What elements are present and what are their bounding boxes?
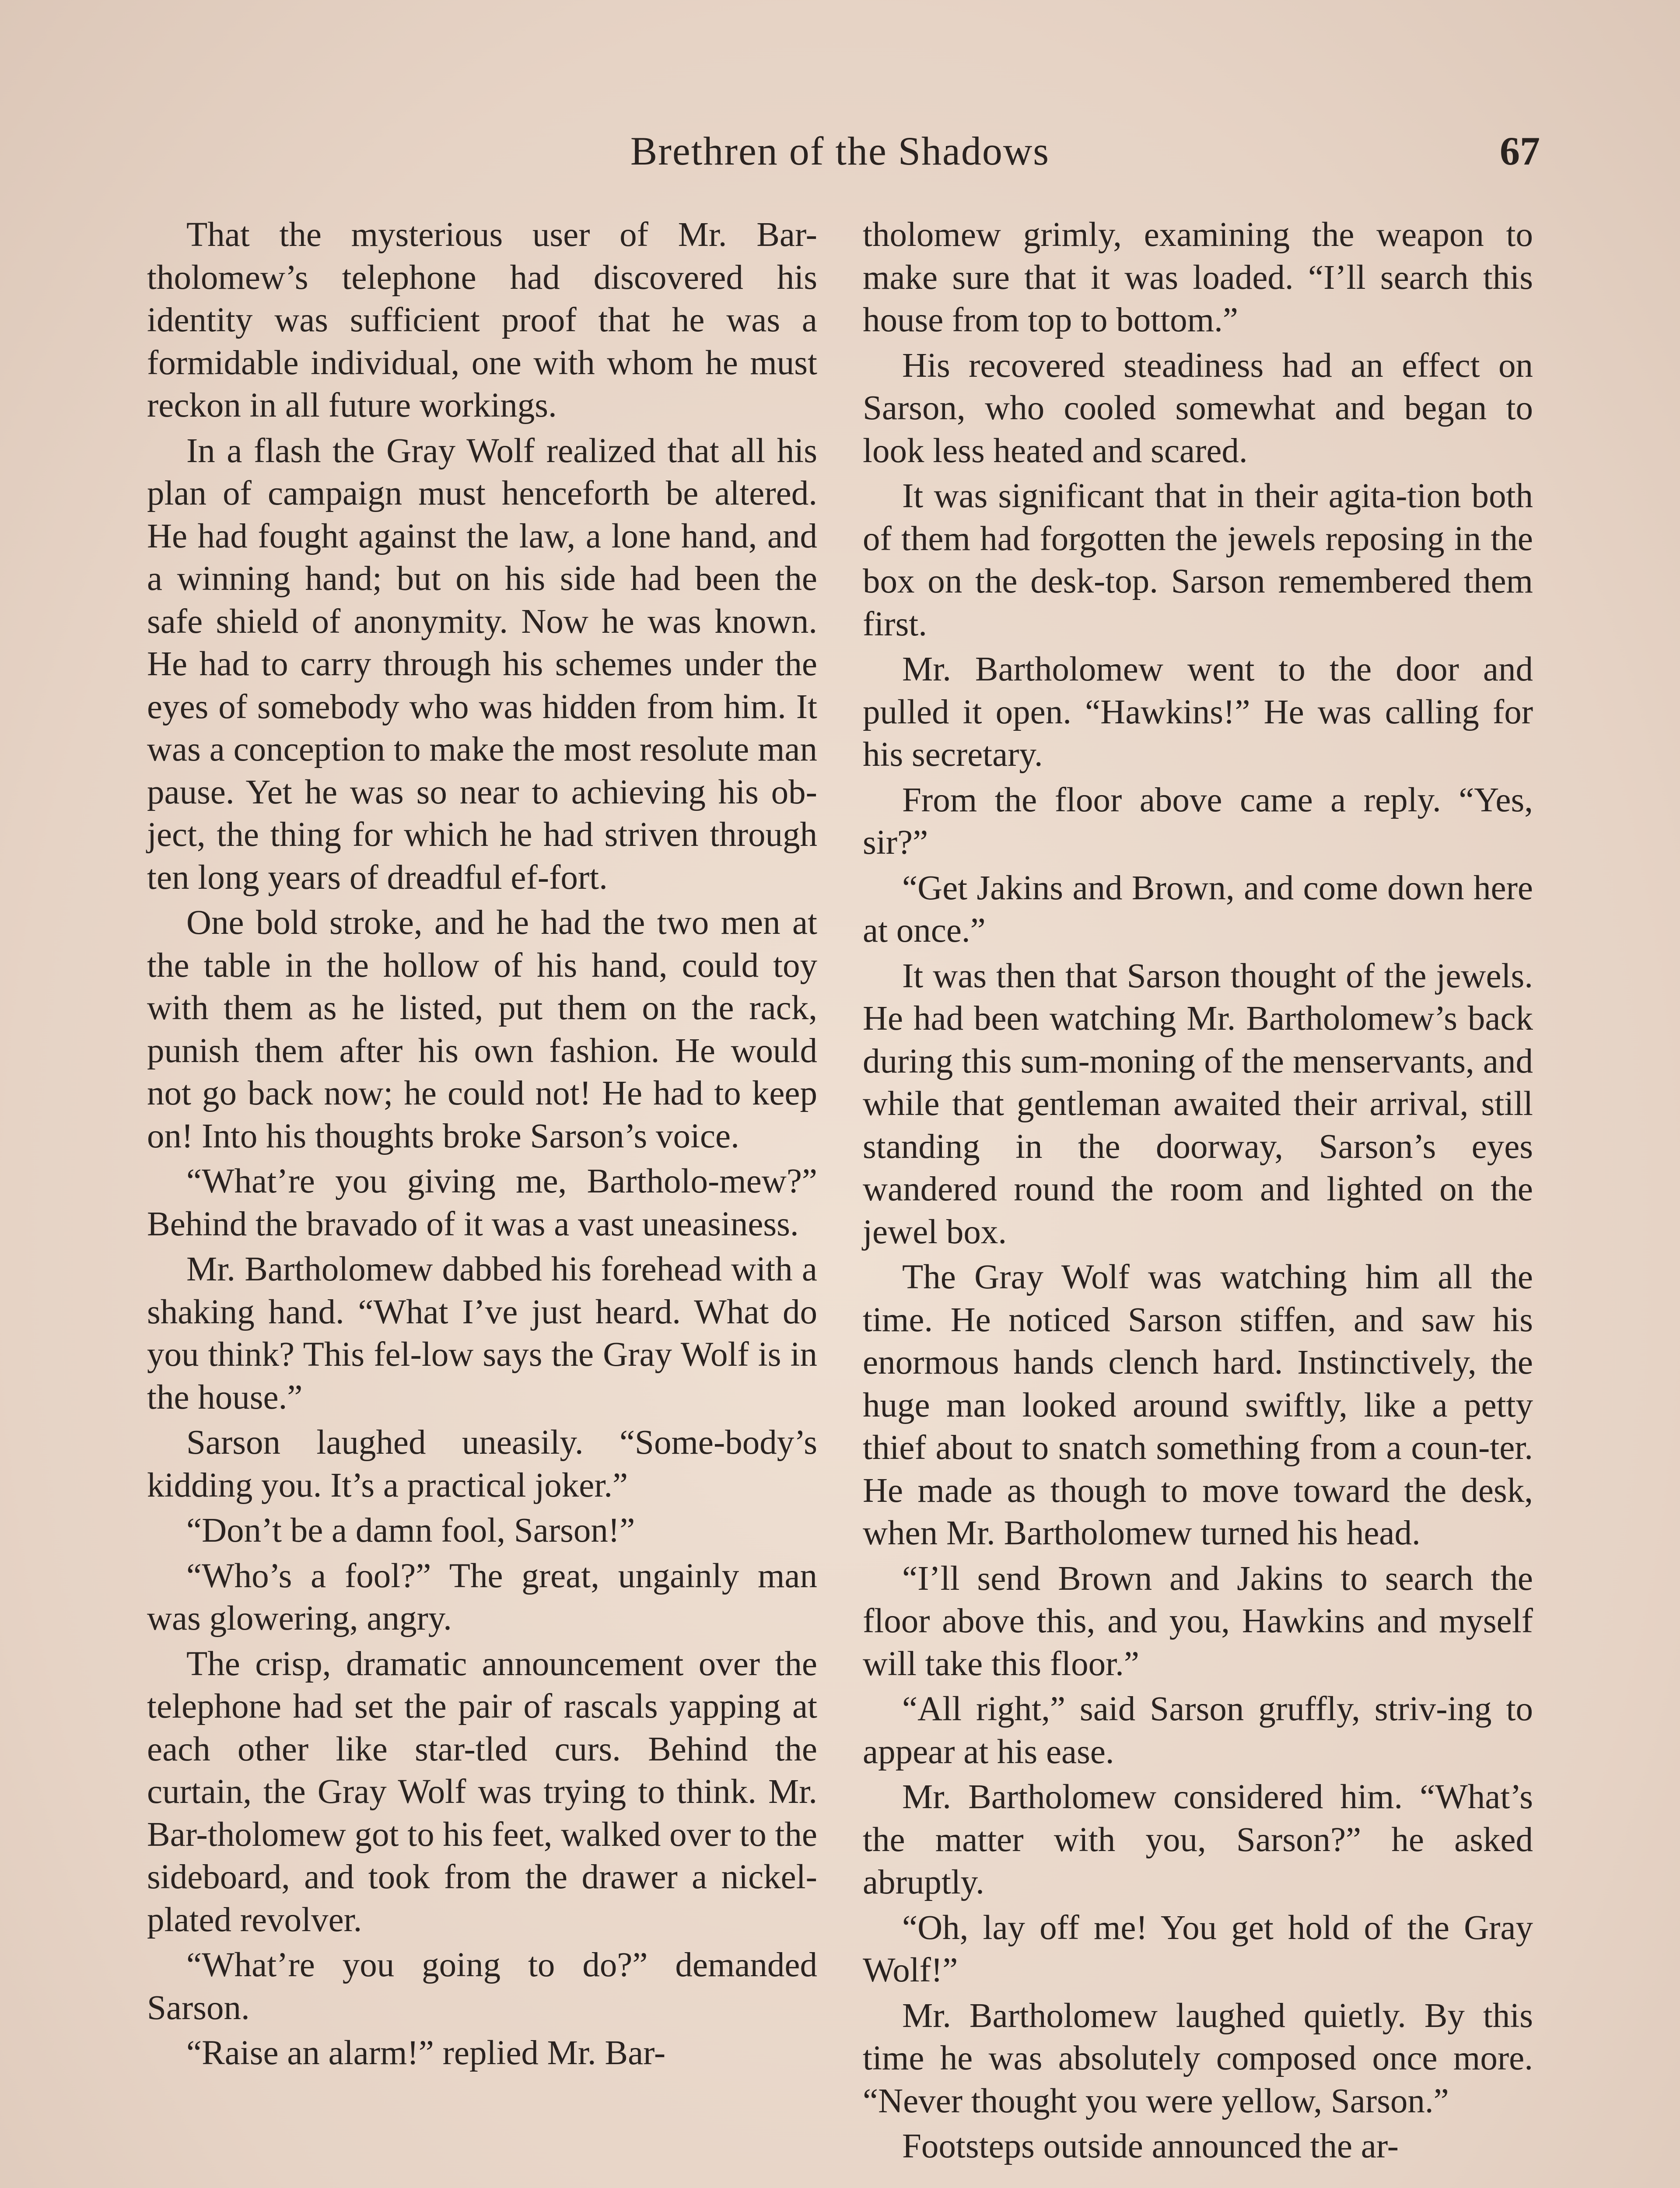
paragraph: It was then that Sarson thought of the jewels. He had been watching Mr. Bartholomew’s back during this sum-moning of the menservants, and while that gentleman awaited their arrival, still standing in the doorway, Sarson’s eyes wandered round the room and lighted on the jewel box. xyxy=(863,957,1533,1251)
paragraph: “Who’s a fool?” The great, ungainly man was glowering, angry. xyxy=(147,1557,817,1637)
paragraph: “All right,” said Sarson gruffly, striv-ing to appear at his ease. xyxy=(863,1690,1533,1771)
paragraph: Footsteps outside announced the ar- xyxy=(902,2127,1399,2165)
paragraph: “Oh, lay off me! You get hold of the Gray Wolf!” xyxy=(863,1908,1533,1989)
paragraph: “What’re you going to do?” demanded Sarson. xyxy=(147,1946,817,2027)
page-number: 67 xyxy=(1500,129,1540,173)
paragraph: It was significant that in their agita-tion both of them had forgotten the jewels reposing in the box on the desk-top. Sarson remembered them first. xyxy=(863,477,1533,643)
paragraph: Mr. Bartholomew went to the door and pulled it open. “Hawkins!” He was calling for his secretary. xyxy=(863,650,1533,774)
paragraph: His recovered steadiness had an effect on Sarson, who cooled somewhat and began to look less heated and scared. xyxy=(863,346,1533,470)
paragraph: One bold stroke, and he had the two men at the table in the hollow of his hand, could toy with them as he listed, put them on the rack, punish them after his own fashion. He would not go back now; he could not! He had to keep on! Into his thoughts broke Sarson’s voice. xyxy=(147,904,817,1155)
paragraph: Mr. Bartholomew dabbed his forehead with a shaking hand. “What I’ve just heard. What do you think? This fel-low says the Gray Wolf is in the house.” xyxy=(147,1250,817,1417)
right-column xyxy=(863,214,1533,2170)
paragraph: Mr. Bartholomew laughed quietly. By this time he was absolutely composed once more. “Never thought you were yellow, Sarson.” xyxy=(863,1996,1533,2120)
paragraph: The crisp, dramatic announcement over the telephone had set the pair of rascals yapping at each other like star-tled curs. Behind the curtain, the Gray Wolf was trying to think. Mr. Bar-tholomew got to his feet, walked over to the sideboard, and took from the drawer a nickel-plated revolver. xyxy=(147,1645,817,1939)
left-column xyxy=(147,214,817,2077)
paragraph: “Don’t be a damn fool, Sarson!” xyxy=(186,1511,635,1550)
paragraph: That the mysterious user of Mr. Bar-tholomew’s telephone had discovered his identity was sufficient proof that he was a formidable individual, one with whom he must reckon in all future workings. xyxy=(147,216,817,424)
running-title: Brethren of the Shadows xyxy=(630,129,1050,173)
paragraph: “I’ll send Brown and Jakins to search the floor above this, and you, Hawkins and myself will take this floor.” xyxy=(863,1559,1533,1683)
paragraph: “Raise an alarm!” replied Mr. Bar- xyxy=(186,2034,666,2072)
paragraph-continuation: tholomew grimly, examining the weapon to make sure that it was loaded. “I’ll search this house from top to bottom.” xyxy=(863,216,1533,339)
paragraph: “Get Jakins and Brown, and come down here at once.” xyxy=(863,869,1533,950)
paragraph: From the floor above came a reply. “Yes, sir?” xyxy=(863,781,1533,862)
paragraph: “What’re you giving me, Bartholo-mew?” Behind the bravado of it was a vast uneasiness. xyxy=(147,1162,817,1243)
paragraph: The Gray Wolf was watching him all the time. He noticed Sarson stiffen, and saw his enormous hands clench hard. Instinctively, the huge man looked around swiftly, like a petty thief about to snatch something from a coun-ter. He made as though to move toward the desk, when Mr. Bartholomew turned his head. xyxy=(863,1258,1533,1552)
paragraph: Sarson laughed uneasily. “Some-body’s kidding you. It’s a practical joker.” xyxy=(147,1424,817,1504)
paragraph: In a flash the Gray Wolf realized that all his plan of campaign must henceforth be altered. He had fought against the law, a lone hand, and a winning hand; but on his side had been the safe shield of anonymity. Now he was known. He had to carry through his schemes under the eyes of somebody who was hidden from him. It was a conception to make the most resolute man pause. Yet he was so near to achieving his ob-ject, the thing for which he had striven through ten long years of dreadful ef-fort. xyxy=(147,431,817,897)
paragraph: Mr. Bartholomew considered him. “What’s the matter with you, Sarson?” he asked abruptly. xyxy=(863,1778,1533,1901)
